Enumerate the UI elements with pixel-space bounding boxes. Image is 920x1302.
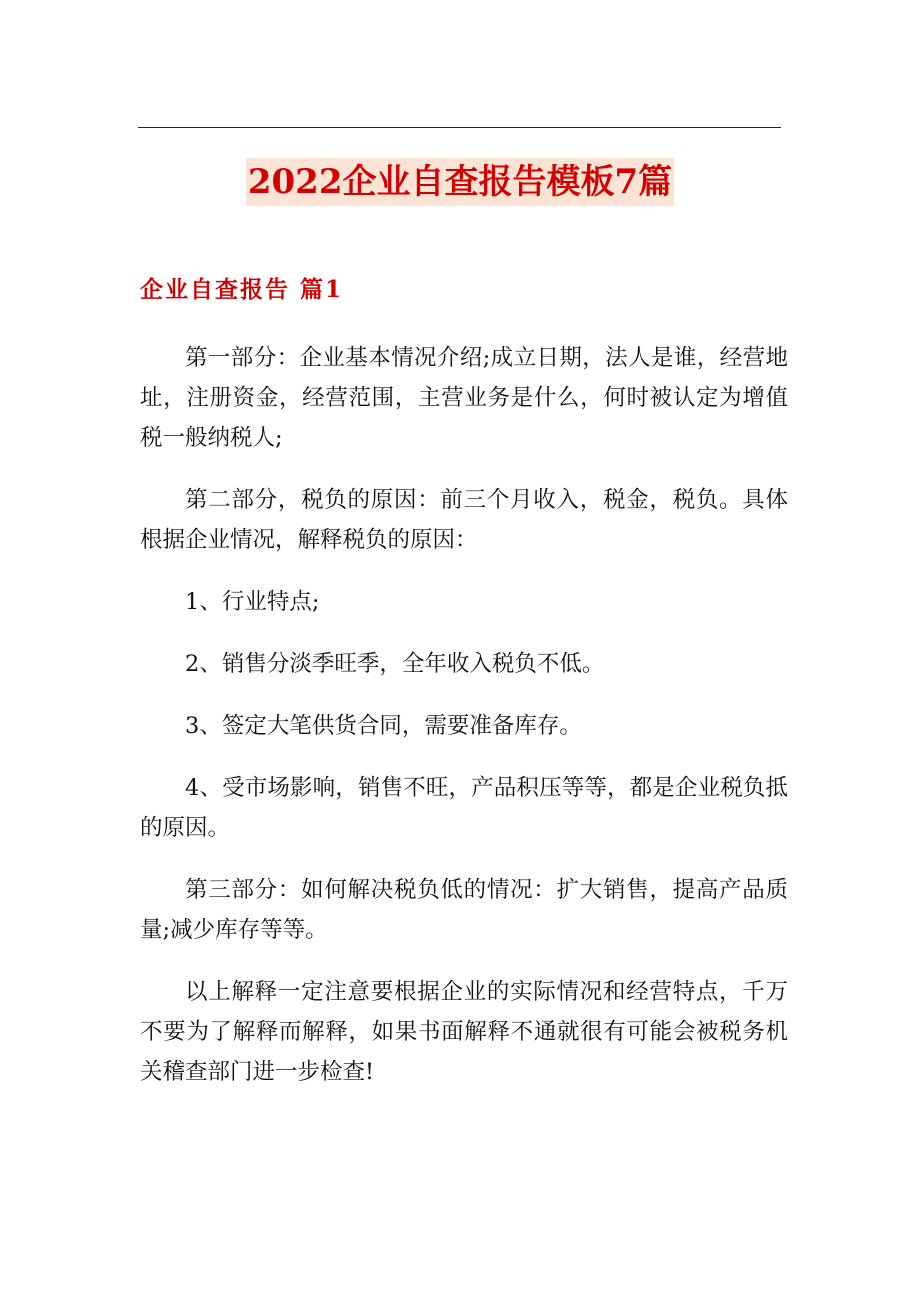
document-title bbox=[0, 158, 920, 206]
paragraph-6: 4、受市场影响，销售不旺，产品积压等等，都是企业税负抵的原因。 bbox=[140, 775, 788, 841]
section-heading: 企业自查报告 篇1 bbox=[140, 276, 344, 303]
paragraph-7: 第三部分：如何解决税负低的情况：扩大销售，提高产品质量;减少库存等等。 bbox=[140, 877, 788, 943]
paragraph-5: 3、签定大笔供货合同，需要准备库存。 bbox=[185, 713, 582, 739]
document-body bbox=[140, 338, 788, 1114]
paragraph-1: 第一部分：企业基本情况介绍;成立日期，法人是谁，经营地址，注册资金，经营范围，主营业务是什么，何时被认定为增值税一般纳税人; bbox=[140, 345, 788, 451]
paragraph-8: 以上解释一定注意要根据企业的实际情况和经营特点，千万不要为了解释而解释，如果书面解释不通就很有可能会被税务机关稽查部门进一步检查! bbox=[140, 979, 788, 1085]
paragraph-4: 2、销售分淡季旺季，全年收入税负不低。 bbox=[185, 651, 605, 677]
document-title-text: 2022企业自查报告模板7篇 bbox=[246, 158, 674, 206]
header-rule bbox=[138, 127, 781, 128]
paragraph-2: 第二部分，税负的原因：前三个月收入，税金，税负。具体根据企业情况，解释税负的原因： bbox=[140, 487, 788, 553]
paragraph-3: 1、行业特点; bbox=[185, 589, 320, 615]
